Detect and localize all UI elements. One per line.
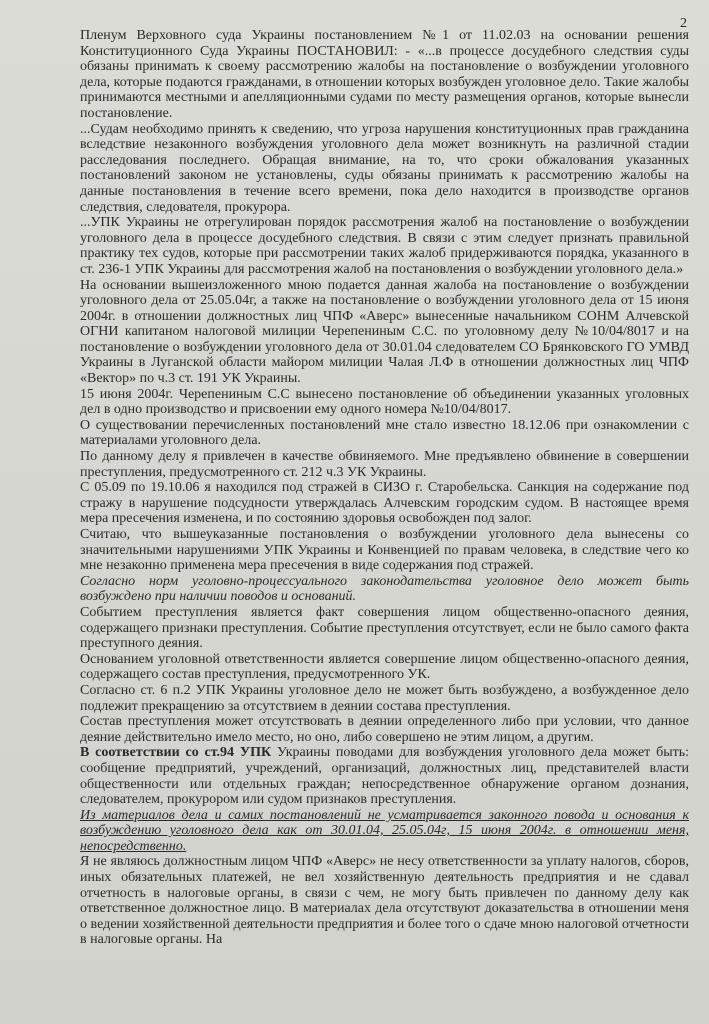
paragraph: На основании вышеизложенного мною подается данная жалоба на постановление о возбуждении уголовного дела от 25.05.04г, а также на постановление о возбуждении уголовного дела от 15 июня 2004г. в отношении должностных лиц ЧПФ «Аверс» вынесенные начальником СОНМ Алчевской ОГНИ капитаном налоговой милиции Черепениным С.С. по уголовному делу №10/04/8017 и на постановление о возбуждении уголовного дела от 30.01.04 следователем СО Брянковского ГО УМВД Украины в Луганской области майором милиции Чалая Л.Ф в отношении должностных лиц ЧПФ «Вектор» по ч.3 ст. 191 УК Украины. bbox=[80, 277, 689, 387]
paragraph: Событием преступления является факт совершения лицом общественно-опасного деяния, содержащего признаки преступления. Событие преступления отсутствует, если не было самого факта преступного деяния. bbox=[80, 604, 689, 652]
paragraph-art94 bbox=[60, 745, 689, 807]
paragraph: Согласно ст. 6 п.2 УПК Украины уголовное дело не может быть возбуждено, а возбужденное дело подлежит прекращению за отсутствием в деянии состава преступления. bbox=[80, 682, 689, 714]
paragraph: Я не являюсь должностным лицом ЧПФ «Аверс» не несу ответственности за уплату налогов, сборов, иных обязательных платежей, не вел хозяйственную деятельность предприятия и не сдавал отчетность в налоговые органы, в связи с чем, не могу быть привлечен по данному делу как ответственное должностное лицо. В материалах дела отсутствуют доказательства в отношении меня о ведении хозяйственной деятельности предприятия и более того о сдаче мною налоговой отчетности в налоговые органы. На bbox=[80, 854, 689, 948]
paragraph: ...УПК Украины не отрегулирован порядок рассмотрения жалоб на постановление о возбуждении уголовного дела в процессе досудебного следствия. В связи с этим следует признать правильной практику тех судов, которые при рассмотрении таких жалоб придерживаются порядка, указанного в ст. 236-1 УПК Украины для рассмотрения жалоб на постановления о возбуждении уголовного дела.» bbox=[80, 215, 689, 277]
paragraph: Состав преступления может отсутствовать в деянии определенного либо при условии, что данное деяние действительно имело место, но оно, либо совершено не этим лицом, а другим. bbox=[80, 714, 689, 745]
bold-lead: В соответствии со ст.94 УПК bbox=[80, 745, 272, 761]
paragraph-underlined: Из материалов дела и самих постановлений не усматривается законного повода и основания к возбуждению уголовного дела как от 30.01.04, 25.05.04г, 15 июня 2004г. в отношении меня, непосредственно. bbox=[80, 807, 689, 854]
paragraph: Считаю, что вышеуказанные постановления о возбуждении уголовного дела вынесены со значительными нарушениями УПК Украины и Конвенцией по правам человека, в следствие чего ко мне незаконно применена мера пресечения в виде содержания под стражей. bbox=[80, 527, 689, 574]
paragraph: О существовании перечисленных постановлений мне стало известно 18.12.06 при ознакомлении с материалами уголовного дела. bbox=[80, 417, 689, 449]
paragraph: Основанием уголовной ответственности является совершение лицом общественно-опасного деяния, содержащего состав преступления, предусмотренного УК. bbox=[80, 651, 689, 683]
paragraph-italic: Согласно норм уголовно-процессуального законодательства уголовное дело может быть возбуждено при наличии поводов и оснований. bbox=[80, 573, 689, 605]
paragraph: ...Судам необходимо принять к сведению, что угроза нарушения конституционных прав гражданина вследствие незаконного возбуждения уголовного дела может возникнуть на различной стадии расследования последнего. Обращая внимание, на то, что сроки обжалования указанных постановлений законом не установлены, суды обязаны принимать к рассмотрению жалобы на данные постановления в течение всего времени, пока дело находится в производстве органов следствия, следователя, прокурора. bbox=[80, 121, 689, 215]
paragraph-text: Украины поводами для возбуждения уголовного дела может быть: сообщение предприятий, учреждений, организаций, должностных лиц, представителей власти общественности или отдельных граждан; непосредственное обнаружение органом дознания, следователем, прокурором или судом признаков преступления. bbox=[80, 745, 690, 808]
paragraph: Пленум Верховного суда Украины постановлением №1 от 11.02.03 на основании решения Конституционного Суда Украины ПОСТАНОВИЛ: - «...в процессе досудебного следствия суды обязаны принимать к своему рассмотрению жалобы на постановление о возбуждении уголовного дела, которые подаются гражданами, в отношении которых возбужден уголовное дело. Такие жалобы принимаются местными и апелляционными судами по месту размещения органов, которые вынесли постановление. bbox=[80, 28, 689, 121]
paragraph: С 05.09 по 19.10.06 я находился под стражей в СИЗО г. Старобельска. Санкция на содержание под стражу в нарушение подсудности утверждалась Алчевским городским судом. В настоящее время мера пресечения изменена, и по состоянию здоровья освобожден под залог. bbox=[80, 480, 689, 527]
document-body bbox=[60, 28, 689, 948]
page-number: 2 bbox=[680, 16, 687, 31]
paragraph: По данному делу я привлечен в качестве обвиняемого. Мне предъявлено обвинение в совершении преступления, предусмотренного ст. 212 ч.3 УК Украины. bbox=[80, 449, 689, 480]
paragraph: 15 июня 2004г. Черепениным С.С вынесено постановление об объединении указанных уголовных дел в одно производство и присвоении ему одного номера №10/04/8017. bbox=[80, 386, 689, 418]
